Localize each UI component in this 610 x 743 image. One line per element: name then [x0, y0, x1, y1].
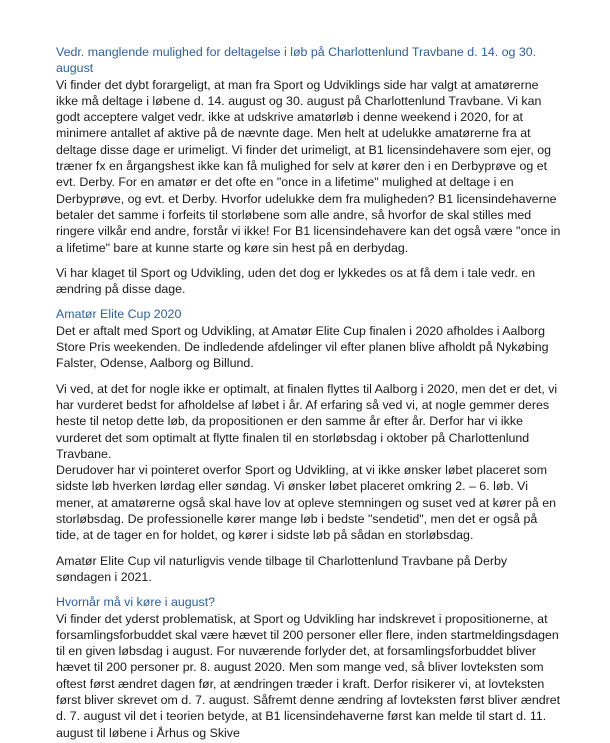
paragraph: Vi ved, at det for nogle ikke er optimalt, at finalen flyttes til Aalborg i 2020, men det er det, vi har vurderet bedst for afholdelse af løbet i år. Af erfaring så ved vi, at nogle gemmer deres heste til netop dette løb, da propositionen er den samme år efter år. Derfor har vi ikke vurderet det som optimalt at flytte finalen til en storløbsdag i oktober på Charlottenlund Travbane. [56, 381, 558, 461]
section-derby-days [56, 44, 561, 297]
paragraph: Amatør Elite Cup vil naturligvis vende tilbage til Charlottenlund Travbane på Derby søndagen i 2021. [56, 553, 508, 584]
document-page [56, 44, 561, 741]
paragraph: Vi finder det yderst problematisk, at Sport og Udvikling har indskrevet i propositionerne, at forsamlingsforbuddet skal være hævet til 200 personer eller flere, inden startmeldingsdagen til en given løbsdag i august. For nuværende forlyder det, at forsamlingsforbuddet bliver hævet til 200 personer pr. 8. august 2020. Men som mange ved, så bliver lovteksten som oftest først ændret dagen før, at ændringen træder i kraft. Derfor risikerer vi, at lovteksten først bliver skrevet om d. 7. august. Såfremt denne ændring af lovteksten først bliver ændret d. 7. august vil det i teorien betyde, at B1 licensindehaverne først kan melde til start d. 11. august til løbene i Århus og Skive [56, 611, 561, 740]
section-amateur-elite-cup [56, 306, 561, 585]
section-heading: Hvornår må vi køre i august? [56, 595, 216, 610]
paragraph: Vi finder det dybt forargeligt, at man fra Sport og Udviklings side har valgt at amatørerne ikke må deltage i løbene d. 14. august og 30. august på Charlottenlund Travbane. Vi kan godt acceptere valget vedr. ikke at udskrive amatørløb i denne weekend i 2020, for at minimere antallet af aktive på de nævnte dage. Men helt at udelukke amatørerne fra at deltage disse dage er urimeligt. Vi finder det urimeligt, at B1 licensindehavere som ejer, og træner fx en årgangshest ikke kan få mulighed for selv at kører den i en Derbyprøve og et evt. Derby. For en amatør er det ofte en "once in a lifetime" mulighed at deltage i en Derbyprøve, og evt. et Derby. Hvorfor udelukke dem fra muligheden? B1 licensindehaverne betaler det samme i forfeits til storløbene som alle andre, så hvorfor de skal stilles med ringere vilkår end andre, forstår vi ikke! For B1 licensindehavere kan det også være "once in a lifetime" bare at kunne starte og køre sin hest på en derbydag. [56, 77, 561, 255]
section-august-racing [56, 594, 561, 741]
paragraph: Vi har klaget til Sport og Udvikling, uden det dog er lykkedes os at få dem i tale vedr. en ændring på disse dage. [56, 265, 536, 297]
section-heading: Vedr. manglende mulighed for deltagelse i løb på Charlottenlund Travbane d. 14. og 30. august [56, 45, 537, 76]
paragraph: Derudover har vi pointeret overfor Sport og Udvikling, at vi ikke ønsker løbet placeret som sidste løb hverken lørdag eller søndag. Vi ønsker løbet placeret omkring 2. – 6. løb. Vi mener, at amatørerne også skal have lov at opleve stemningen og suset ved at kører på en storløbsdag. De professionelle kører mange løb i bedste "sendetid", men det er også på tide, at de tager en for holdet, og kører i sidste løb på sådan en storløbsdag. [56, 463, 557, 543]
section-heading: Amatør Elite Cup 2020 [56, 307, 182, 322]
paragraph: Det er aftalt med Sport og Udvikling, at Amatør Elite Cup finalen i 2020 afholdes i Aalborg Store Pris weekenden. De indledende afdelinger vil efter planen blive afholdt på Nykøbing Falster, Odense, Aalborg og Billund. [56, 323, 549, 371]
